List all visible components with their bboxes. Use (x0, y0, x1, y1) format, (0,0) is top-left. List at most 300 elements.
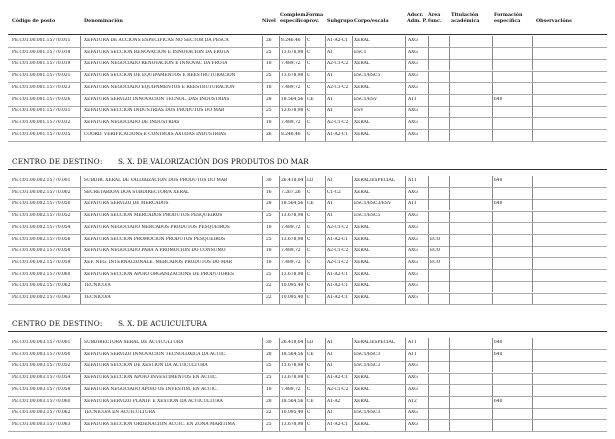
column-divider (428, 270, 429, 281)
column-divider (325, 59, 326, 70)
cell-adscr: A11 (408, 340, 417, 345)
cell-codigo: PE.C01.00.003.15770.062 (12, 410, 71, 416)
cell-corpo: ESV (354, 108, 364, 114)
cell-nivel: 30 (266, 178, 272, 183)
cell-denominacion: XEF. NEG. INTERNACIONALE. MERCADOS PRODUTOS DO MAR (84, 259, 232, 265)
cell-denominacion: SECRETARIO/A DOA SUBDIRECTOR/A XERAL (84, 189, 189, 195)
column-divider (352, 293, 353, 304)
column-divider (305, 373, 306, 384)
cell-adscr: AXG (408, 213, 418, 219)
cell-nivel: 25 (266, 73, 272, 79)
column-divider (532, 270, 533, 281)
column-divider (449, 420, 450, 431)
cell-nivel: 26 (266, 38, 272, 43)
column-divider (80, 71, 81, 82)
column-divider (428, 281, 429, 292)
column-divider (262, 130, 263, 141)
cell-codigo: PE.C01.00.003.15770.060 (12, 398, 71, 404)
cell-denominacion: XEFATURA NEGOCIADO APOIO ÓS INVESTIM. EN ACUIC. (84, 386, 218, 392)
cell-nivel: 25 (266, 49, 272, 55)
column-divider (80, 338, 81, 349)
column-divider (405, 270, 406, 281)
cell-forma: CE (307, 201, 314, 207)
cell-subgrupo: A1 (327, 108, 333, 114)
column-divider (262, 59, 263, 70)
column-divider (428, 338, 429, 349)
column-divider (428, 361, 429, 372)
column-divider (352, 246, 353, 257)
column-divider (325, 235, 326, 246)
column-divider (279, 71, 280, 82)
cell-formacion: 640 (494, 398, 503, 404)
cell-codigo: PE.C01.00.001.15770.032 (12, 119, 71, 125)
column-divider (325, 48, 326, 59)
cell-denominacion: XEFATURA SECCIÓN ORDENACIÓN ACUIC. EN ZONA MARÍTIMA (84, 421, 235, 427)
column-divider (532, 71, 533, 82)
column-divider (279, 176, 280, 187)
column-divider (305, 350, 306, 361)
column-divider (262, 350, 263, 361)
cell-codigo: PE.C01.00.001.15770.021 (12, 73, 71, 79)
column-divider (405, 223, 406, 234)
cell-nivel: 16 (266, 189, 272, 195)
cell-codigo: PE.C01.00.002.15770.058 (12, 248, 71, 254)
column-divider (428, 246, 429, 257)
cell-formacion: 640 (494, 340, 503, 345)
table-row (0, 361, 615, 372)
cell-corpo: ESC1/ESC3/ESV (354, 201, 392, 207)
cell-adscr: AXG (408, 375, 418, 381)
column-divider (492, 270, 493, 281)
column-divider (405, 95, 406, 106)
column-divider (325, 223, 326, 234)
column-divider (305, 199, 306, 210)
column-divider (428, 106, 429, 117)
column-divider (449, 130, 450, 141)
cell-codigo: PE.C01.00.002.15770.054 (12, 224, 71, 230)
column-divider (405, 199, 406, 210)
column-divider (532, 293, 533, 304)
cell-complemento: 10.095,40 (281, 295, 304, 300)
column-divider (449, 95, 450, 106)
column-divider (449, 293, 450, 304)
table-row (0, 258, 615, 269)
cell-forma: C (307, 119, 311, 125)
cell-adscr: A11 (408, 178, 417, 183)
column-divider (428, 48, 429, 59)
column-divider (492, 258, 493, 269)
header-denominacion: Denominación (84, 18, 123, 24)
cell-subgrupo: A1 (327, 49, 333, 55)
column-divider (279, 48, 280, 59)
column-divider (325, 281, 326, 292)
column-divider (405, 235, 406, 246)
column-divider (80, 176, 81, 187)
column-divider (80, 106, 81, 117)
column-divider (428, 350, 429, 361)
cell-subgrupo: A1 (327, 213, 333, 219)
column-divider (532, 188, 533, 199)
cell-denominacion: XEFATURA SERVIZO DE MERCADOS (84, 201, 169, 207)
column-divider (492, 71, 493, 82)
cell-denominacion: XEFATURA NEGOCIADO DE INDUSTRIAS (84, 119, 180, 125)
column-divider (262, 373, 263, 384)
cell-adscr: AXG (408, 283, 418, 289)
cell-corpo: XERAL (354, 189, 370, 195)
column-divider (428, 408, 429, 419)
column-divider (492, 106, 493, 117)
column-divider (80, 59, 81, 70)
column-divider (305, 118, 306, 129)
column-divider (449, 199, 450, 210)
cell-forma: CE (307, 398, 314, 404)
column-divider (279, 106, 280, 117)
column-divider (532, 338, 533, 349)
column-divider (80, 397, 81, 408)
cell-complemento: 8.246,46 (281, 131, 301, 137)
column-divider (532, 211, 533, 222)
column-divider (325, 176, 326, 187)
column-divider (428, 71, 429, 82)
cell-subgrupo: A1-A2-C1 (327, 131, 349, 137)
column-divider (428, 176, 429, 187)
column-divider (325, 188, 326, 199)
column-divider (80, 48, 81, 59)
table-row (0, 118, 615, 129)
column-divider (325, 199, 326, 210)
column-divider (449, 258, 450, 269)
column-divider (405, 106, 406, 117)
column-divider (352, 373, 353, 384)
column-divider (428, 95, 429, 106)
column-divider (325, 293, 326, 304)
table-row (0, 338, 615, 349)
header-forma: Forma prov. (306, 12, 324, 24)
cell-complemento: 8.246,46 (281, 38, 301, 43)
cell-nivel: 25 (266, 375, 272, 381)
column-divider (80, 373, 81, 384)
cell-nivel: 26 (266, 131, 272, 137)
column-divider (405, 397, 406, 408)
header-observacions: Observacións (536, 18, 572, 24)
column-divider (352, 270, 353, 281)
column-divider (262, 338, 263, 349)
cell-forma: C (307, 131, 311, 137)
column-divider (279, 223, 280, 234)
column-divider (449, 211, 450, 222)
cell-nivel: 25 (266, 236, 272, 242)
centro-destino-name: S. X. DE ACUICULTURA (118, 319, 207, 328)
cell-denominacion: XEFATURA SERVIZO INNOVACIÓN TECNOLÓXICA DA ACUIC. (84, 351, 227, 357)
cell-nivel: 18 (266, 224, 272, 230)
cell-complemento: 18.564,56 (281, 201, 304, 207)
cell-forma: C (307, 84, 311, 90)
cell-complemento: 13.678,98 (281, 73, 304, 79)
cell-nivel: 18 (266, 84, 272, 90)
section-rule (8, 331, 607, 332)
column-divider (352, 118, 353, 129)
column-divider (492, 36, 493, 47)
column-divider (352, 59, 353, 70)
cell-complemento: 7.489,72 (281, 119, 301, 125)
cell-codigo: PE.C01.00.003.15770.063 (12, 421, 71, 427)
section-rule (8, 169, 607, 170)
cell-subgrupo: A1 (327, 340, 333, 345)
column-divider (532, 106, 533, 117)
column-divider (492, 373, 493, 384)
table-row (0, 223, 615, 234)
column-divider (352, 361, 353, 372)
cell-adscr: AXG (408, 189, 418, 195)
column-divider (428, 118, 429, 129)
table-row (0, 106, 615, 117)
cell-forma: C (307, 410, 311, 416)
column-divider (279, 270, 280, 281)
cell-codigo: PE.C01.00.002.15770.062 (12, 283, 71, 289)
column-divider (352, 48, 353, 59)
column-divider (449, 361, 450, 372)
row-rule (8, 304, 607, 305)
cell-nivel: 18 (266, 386, 272, 392)
column-divider (492, 408, 493, 419)
cell-codigo: PE.C01.00.002.15770.052 (12, 213, 71, 219)
column-divider (262, 71, 263, 82)
column-divider (305, 36, 306, 47)
cell-adscr: AXG (408, 271, 418, 277)
header-area: Área func. (428, 12, 442, 24)
column-divider (279, 338, 280, 349)
column-divider (532, 385, 533, 396)
column-divider (532, 408, 533, 419)
cell-subgrupo: A2-C1-C2 (327, 386, 349, 392)
cell-nivel: 28 (266, 96, 272, 102)
column-divider (262, 95, 263, 106)
column-divider (532, 258, 533, 269)
column-divider (352, 281, 353, 292)
column-divider (492, 361, 493, 372)
column-divider (405, 420, 406, 431)
column-divider (325, 246, 326, 257)
column-divider (305, 361, 306, 372)
cell-area: ECO (430, 248, 441, 254)
table-row (0, 188, 615, 199)
cell-forma: C (307, 283, 311, 289)
cell-subgrupo: A1 (327, 363, 333, 369)
column-divider (405, 281, 406, 292)
column-divider (352, 95, 353, 106)
cell-complemento: 7.489,72 (281, 259, 301, 265)
column-divider (352, 130, 353, 141)
header-titulacion: Titulación académica (451, 12, 480, 24)
column-divider (492, 385, 493, 396)
column-divider (492, 211, 493, 222)
cell-complemento: 26.418,04 (281, 178, 304, 183)
column-divider (279, 95, 280, 106)
column-divider (305, 408, 306, 419)
column-divider (279, 83, 280, 94)
column-divider (532, 199, 533, 210)
column-divider (80, 385, 81, 396)
column-divider (492, 246, 493, 257)
column-divider (279, 199, 280, 210)
column-divider (532, 130, 533, 141)
cell-subgrupo: A1-A2 (327, 398, 341, 404)
cell-corpo: XERAL (354, 61, 370, 67)
cell-complemento: 26.418,04 (281, 340, 304, 345)
header-formacion: Formación específica (494, 12, 523, 24)
column-divider (492, 176, 493, 187)
column-divider (532, 420, 533, 431)
cell-denominacion: TÉCNICO/A (84, 283, 111, 289)
cell-codigo: PE.C01.00.001.15770.018 (12, 49, 71, 55)
column-divider (492, 223, 493, 234)
column-divider (325, 36, 326, 47)
cell-adscr: A11 (408, 351, 417, 357)
column-divider (305, 95, 306, 106)
cell-complemento: 13.678,98 (281, 49, 304, 55)
cell-adscr: AXG (408, 248, 418, 254)
cell-subgrupo: A1-A2-C1 (327, 38, 349, 43)
cell-subgrupo: A2-C1-C2 (327, 61, 349, 67)
cell-nivel: 18 (266, 61, 272, 67)
column-divider (325, 408, 326, 419)
cell-complemento: 13.678,98 (281, 363, 304, 369)
column-divider (449, 106, 450, 117)
cell-adscr: AXG (408, 131, 418, 137)
column-divider (262, 188, 263, 199)
cell-corpo: ESC1/ESC3 (354, 363, 381, 369)
column-divider (405, 293, 406, 304)
column-divider (279, 36, 280, 47)
cell-denominacion: XEFATURA SECCIÓN MERCADOS PRODUTOS PESQUEIROS (84, 213, 223, 219)
column-divider (279, 258, 280, 269)
cell-subgrupo: A1-A2-C1 (327, 236, 349, 242)
cell-subgrupo: A1 (327, 73, 333, 79)
table-row (0, 199, 615, 210)
cell-corpo: XERAL (354, 295, 370, 300)
column-divider (428, 130, 429, 141)
cell-codigo: PE.C01.00.003.15770.058 (12, 386, 71, 392)
cell-codigo: PE.C01.00.002.15770.060 (12, 271, 71, 277)
column-divider (352, 71, 353, 82)
column-divider (279, 246, 280, 257)
column-divider (305, 258, 306, 269)
column-divider (532, 83, 533, 94)
column-divider (325, 397, 326, 408)
cell-denominacion: TÉCNICO/A (84, 295, 111, 300)
cell-codigo: PE.C01.00.001.15770.035 (12, 131, 71, 137)
column-divider (532, 48, 533, 59)
column-divider (352, 106, 353, 117)
cell-forma: C (307, 295, 311, 300)
cell-corpo: XERAL (354, 421, 370, 427)
cell-forma: CE (307, 351, 314, 357)
column-divider (352, 235, 353, 246)
column-divider (428, 420, 429, 431)
table-row (0, 59, 615, 70)
column-divider (352, 420, 353, 431)
column-divider (352, 385, 353, 396)
cell-corpo: XERAL/ESPECIAL (354, 340, 395, 345)
column-divider (449, 83, 450, 94)
cell-denominacion: XEFATURA SERVIZO PLANIF. E XESTIÓN DA ACUICULTURA (84, 398, 223, 404)
column-divider (325, 95, 326, 106)
cell-nivel: 28 (266, 398, 272, 404)
column-divider (279, 130, 280, 141)
table-header (0, 12, 615, 32)
cell-subgrupo: A1-A2-C1 (327, 295, 349, 300)
column-divider (262, 48, 263, 59)
cell-forma: LD (307, 178, 314, 183)
column-divider (449, 176, 450, 187)
cell-corpo: XERAL (354, 271, 370, 277)
cell-nivel: 22 (266, 410, 272, 416)
cell-denominacion: XEFATURA SECCIÓN DE XESTIÓN DA ACUICULTURA (84, 363, 208, 369)
column-divider (449, 118, 450, 129)
cell-forma: C (307, 421, 311, 427)
column-divider (449, 373, 450, 384)
column-divider (262, 397, 263, 408)
column-divider (532, 246, 533, 257)
column-divider (405, 373, 406, 384)
column-divider (405, 385, 406, 396)
cell-adscr: AXG (408, 119, 418, 125)
cell-denominacion: XEFATURA SECCIÓN DE EQUIPAMENTOS E REESTRUTURACIÓN (84, 73, 236, 79)
column-divider (80, 281, 81, 292)
cell-nivel: 22 (266, 295, 272, 300)
cell-corpo: XERAL (354, 119, 370, 125)
column-divider (532, 176, 533, 187)
column-divider (305, 83, 306, 94)
column-divider (305, 293, 306, 304)
column-divider (428, 235, 429, 246)
cell-nivel: 25 (266, 363, 272, 369)
cell-codigo: PE.C01.00.003.15770.050 (12, 351, 71, 357)
column-divider (428, 188, 429, 199)
column-divider (449, 281, 450, 292)
cell-corpo: ESC1 (354, 49, 367, 55)
cell-adscr: A11 (408, 96, 417, 102)
cell-denominacion: XEFATURA SECCIÓN APOIO INVESTIMENTOS EN ACUIC. (84, 375, 218, 381)
table-row (0, 385, 615, 396)
column-divider (305, 48, 306, 59)
column-divider (449, 188, 450, 199)
column-divider (352, 188, 353, 199)
centro-destino-label: CENTRO DE DESTINO: (12, 157, 103, 166)
column-divider (428, 397, 429, 408)
column-divider (449, 36, 450, 47)
column-divider (492, 199, 493, 210)
cell-forma: C (307, 363, 311, 369)
column-divider (262, 83, 263, 94)
cell-nivel: 18 (266, 119, 272, 125)
column-divider (279, 293, 280, 304)
column-divider (262, 408, 263, 419)
cell-codigo: PE.C01.00.002.15770.063 (12, 295, 71, 300)
cell-corpo: XERAL (354, 386, 370, 392)
column-divider (279, 118, 280, 129)
cell-adscr: AXG (408, 84, 418, 90)
cell-subgrupo: A1 (327, 351, 333, 357)
column-divider (449, 350, 450, 361)
header-corpo: Corpo/escala (354, 18, 389, 24)
table-row (0, 397, 615, 408)
table-row (0, 95, 615, 106)
column-divider (449, 408, 450, 419)
table-row (0, 293, 615, 304)
column-divider (279, 385, 280, 396)
cell-denominacion: SUBDIRECTORA XERAL DE ACUICULTURA (84, 340, 184, 345)
